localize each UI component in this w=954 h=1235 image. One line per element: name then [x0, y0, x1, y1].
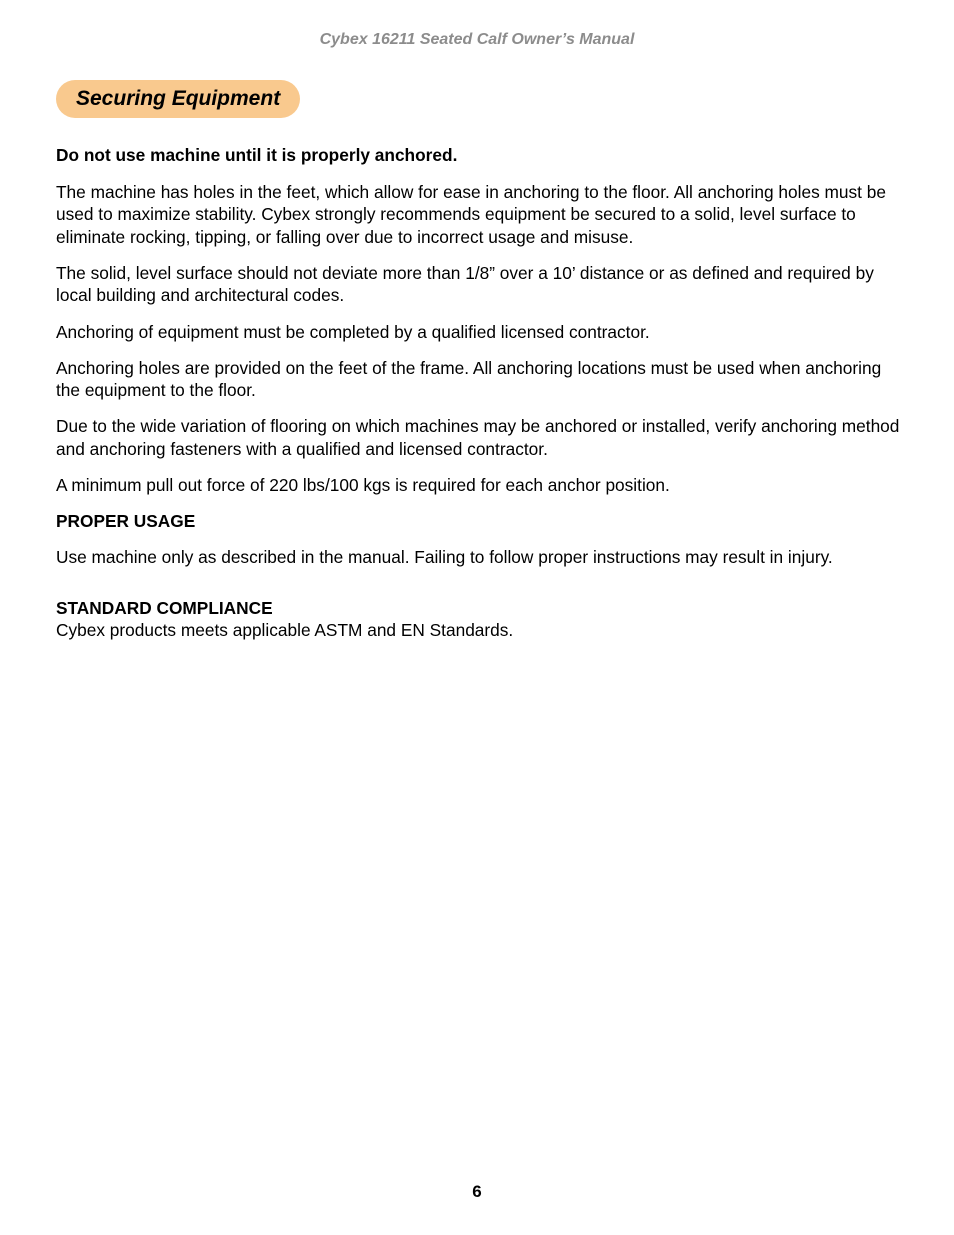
section-title-badge [56, 80, 300, 118]
document-body [56, 144, 906, 656]
anchoring-warning: Do not use machine until it is properly anchored. [56, 145, 458, 165]
paragraph-flooring-variation: Due to the wide variation of flooring on which machines may be anchored or installed, verify anchoring method and anchoring fasteners with a qualified and licensed contractor. [56, 416, 900, 459]
paragraph-contractor: Anchoring of equipment must be completed by a qualified licensed contractor. [56, 321, 650, 342]
running-header: Cybex 16211 Seated Calf Owner’s Manual [319, 31, 635, 48]
page-number: 6 [472, 1182, 482, 1201]
section-title: Securing Equipment [76, 87, 281, 110]
paragraph-level-surface: The solid, level surface should not deviate more than 1/8” over a 10’ distance or as defined and required by local building and architectural codes. [56, 262, 874, 306]
paragraph-pull-out-force: A minimum pull out force of 220 lbs/100 kgs is required for each anchor position. [56, 475, 670, 496]
proper-usage-text: Use machine only as described in the manual. Failing to follow proper instructions may result in injury. [56, 547, 833, 568]
standard-compliance-text: Cybex products meets applicable ASTM and EN Standards. [56, 620, 514, 641]
paragraph-anchoring-holes: The machine has holes in the feet, which allow for ease in anchoring to the floor. All anchoring holes must be used to maximize stability. Cybex strongly recommends equipment be secured to a solid, level surface to eliminate rocking, tipping, or falling over due to incorrect usage and misuse. [56, 181, 886, 247]
paragraph-anchoring-locations: Anchoring holes are provided on the feet of the frame. All anchoring locations must be used when anchoring the equipment to the floor. [56, 357, 882, 401]
proper-usage-heading: PROPER USAGE [56, 511, 196, 532]
standard-compliance-heading: STANDARD COMPLIANCE [56, 597, 273, 618]
